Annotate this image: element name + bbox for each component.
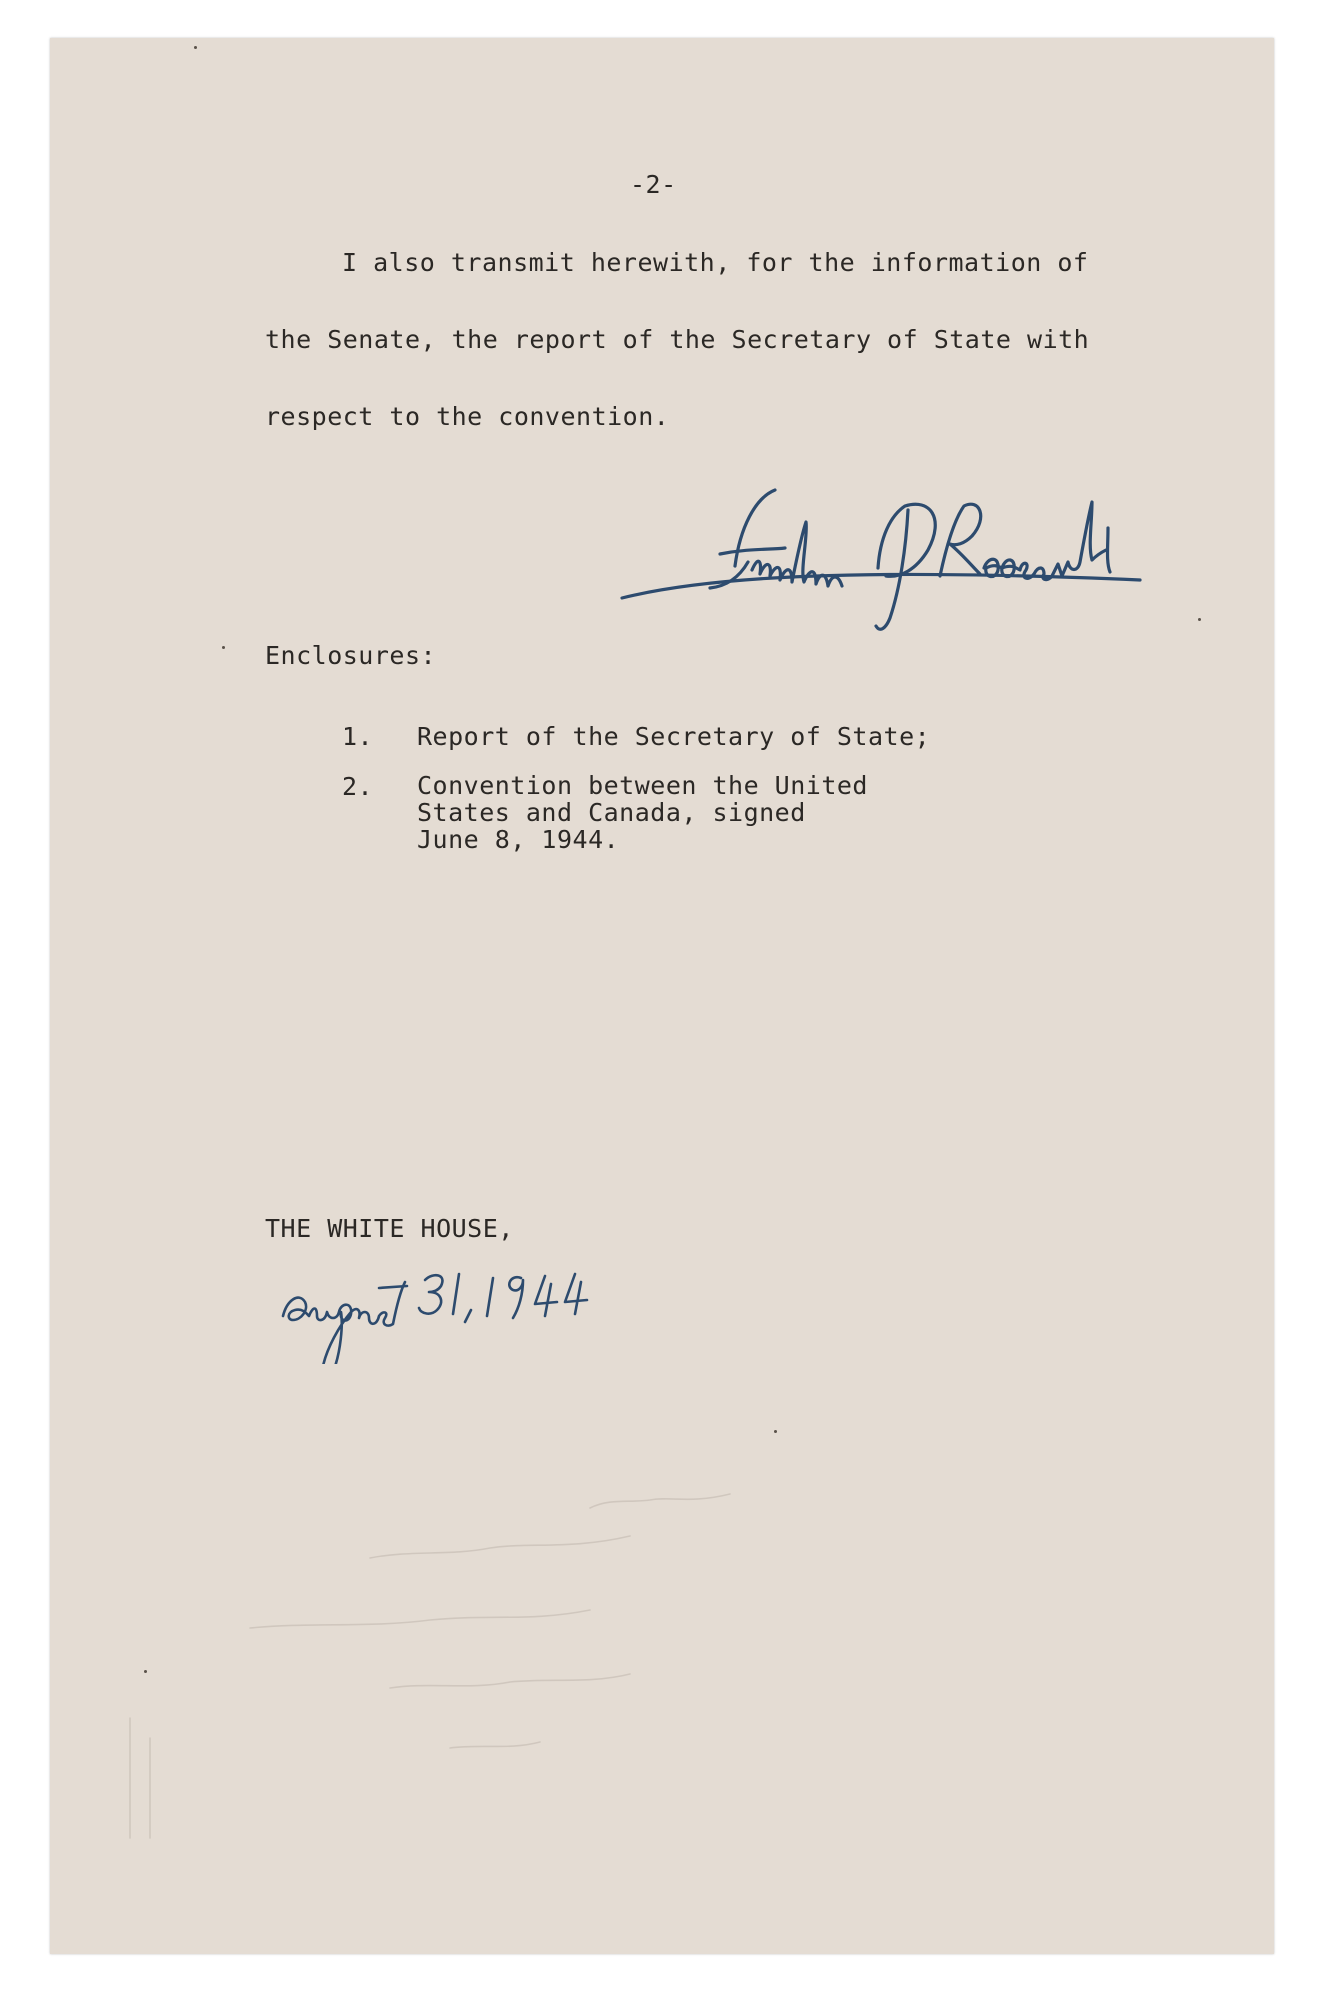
document-page (50, 38, 1274, 1954)
paper-speck (144, 1670, 147, 1673)
paper-speck (194, 46, 197, 49)
paper-speck (222, 646, 225, 649)
paragraph-line-3: respect to the convention. (265, 402, 670, 431)
enclosure-text: Convention between the United States and Canada, signed June 8, 1944. (417, 771, 868, 854)
faint-pencil-marks (90, 1478, 990, 1878)
paragraph-line-2: the Senate, the report of the Secretary of State with (265, 325, 1090, 354)
paper-speck (1198, 618, 1201, 621)
enclosure-number: 1. (342, 722, 374, 751)
enclosure-number: 2. (342, 772, 374, 801)
enclosures-heading: Enclosures: (265, 641, 437, 670)
enclosure-text: Report of the Secretary of State; (417, 722, 931, 751)
paragraph-line-1: I also transmit herewith, for the information of (342, 248, 1089, 277)
handwritten-date (275, 1234, 675, 1364)
signature (560, 458, 1160, 648)
closing-place: THE WHITE HOUSE, (265, 1214, 514, 1243)
page-number: -2- (630, 170, 677, 199)
paper-speck (774, 1430, 777, 1433)
